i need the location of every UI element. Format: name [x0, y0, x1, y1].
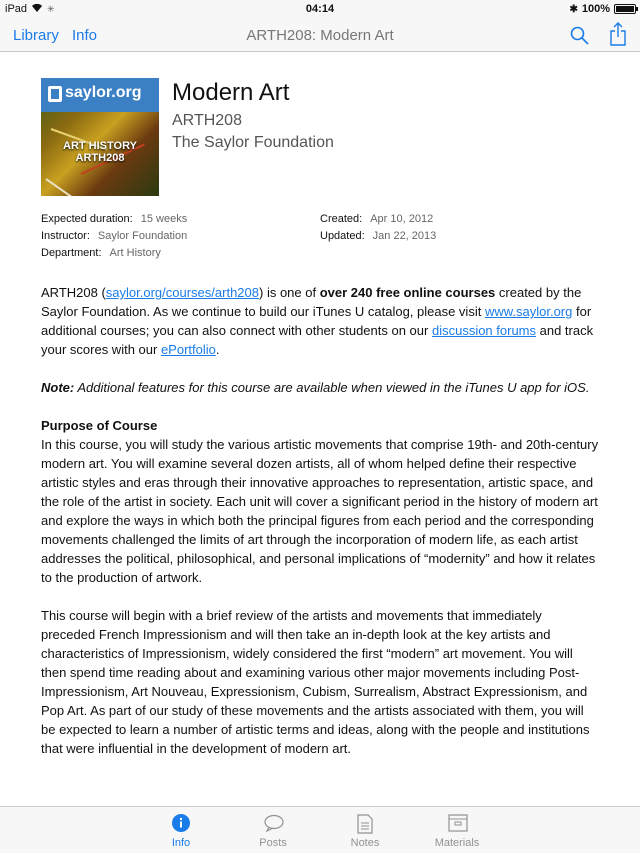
- course-header: [41, 52, 599, 197]
- tab-notes-label: Notes: [350, 837, 380, 849]
- artwork-logo-text: saylor.org: [65, 84, 142, 101]
- artwork-title: [41, 140, 159, 164]
- tab-info[interactable]: [146, 807, 216, 853]
- eportfolio-link[interactable]: ePortfolio: [160, 342, 216, 357]
- meta-updated-value: Jan 22, 2013: [372, 230, 437, 242]
- status-bar: [0, 0, 640, 18]
- course-title: Modern Art: [172, 79, 290, 106]
- paint-streak: [45, 178, 87, 196]
- note-label: Note:: [41, 380, 75, 395]
- saylor-logo-icon: [48, 86, 62, 102]
- tab-materials[interactable]: [422, 807, 492, 853]
- meta-updated-label: Updated:: [320, 230, 365, 242]
- artwork-title-line1: ART HISTORY: [63, 140, 137, 152]
- share-icon[interactable]: [609, 22, 627, 51]
- tab-notes[interactable]: [330, 807, 400, 853]
- meta-department: [41, 247, 161, 259]
- saylor-website-link[interactable]: www.saylor.org: [484, 304, 573, 319]
- meta-department-label: Department:: [41, 247, 102, 259]
- course-metadata: [41, 213, 599, 283]
- bluetooth-icon: ✱: [569, 3, 578, 15]
- document-icon: [356, 814, 374, 832]
- intro-text: .: [215, 342, 220, 357]
- box-icon: [448, 814, 466, 832]
- nav-bar: [0, 18, 640, 52]
- intro-text: ARTH208 (: [41, 285, 106, 300]
- course-artwork: [41, 78, 159, 196]
- course-info-content[interactable]: [0, 52, 640, 806]
- tab-bar: [0, 806, 640, 853]
- purpose-paragraph-2: This course will begin with a brief review of the artists and movements that immediately preceded French Impressionism and will then take an in-depth look at the key artists and characteristics of Impressionism, widely considered the first “modern” art movement. You will then spend time reading about and examining various other major movements including Post-Impressionism, Art Nouveau, Expressionism, Cubism, Surrealism, Abstract Expressionism, and Pop Art. As part of our study of these movements and the artists associated with them, you will be expected to learn a number of artistic terms and ideas, along with the people and institutions that were influential in the development of modern art.: [41, 608, 590, 756]
- note-text: Additional features for this course are available when viewed in the iTunes U app for iOS.: [74, 380, 590, 395]
- meta-department-value: Art History: [109, 247, 161, 259]
- meta-instructor-label: Instructor:: [41, 230, 90, 242]
- page-title: ARTH208: Modern Art: [246, 27, 394, 44]
- intro-text: ) is one of: [259, 285, 320, 300]
- battery-percent: 100%: [581, 3, 610, 15]
- purpose-heading: Purpose of Course: [41, 418, 158, 433]
- activity-icon: ✳: [47, 3, 55, 14]
- meta-duration: [41, 213, 187, 225]
- meta-duration-value: 15 weeks: [140, 213, 188, 225]
- meta-updated: [320, 230, 436, 242]
- search-icon[interactable]: [570, 26, 589, 50]
- tab-posts[interactable]: [238, 807, 308, 853]
- discussion-forums-link[interactable]: discussion forums: [431, 323, 537, 338]
- meta-instructor: [41, 230, 187, 242]
- library-button[interactable]: Library: [13, 27, 59, 44]
- tab-materials-label: Materials: [434, 837, 480, 849]
- intro-text: for additional courses; you can also connect with other students on our: [41, 304, 592, 338]
- meta-instructor-value: Saylor Foundation: [97, 230, 188, 242]
- status-right: [569, 3, 636, 15]
- meta-created: [320, 213, 433, 225]
- purpose-paragraph-1: In this course, you will study the various artistic movements that comprise 19th- and 20th-century modern art. You will examine several dozen artists, all of whom helped define their respective artistic styles and eras through their innovative approaches to representation, artistic space, and the role of the artist in society. Each unit will cover a significant period in the history of modern art and explore the ways in which both the principal figures from each period and the corresponding movements challenged the limits of art through the incorporation of modern life, as each artist addresses the political, philosophical, and personal implications of “modernity” and how it relates to the production of artwork.: [41, 437, 599, 585]
- meta-created-label: Created:: [320, 213, 363, 225]
- intro-paragraph: [41, 283, 599, 359]
- status-time: 04:14: [305, 3, 335, 15]
- battery-icon: [614, 4, 636, 14]
- tab-info-label: Info: [171, 837, 191, 849]
- course-url-link[interactable]: saylor.org/courses/arth208: [105, 285, 259, 300]
- info-button[interactable]: Info: [72, 27, 98, 44]
- info-icon: [172, 814, 190, 832]
- artwork-title-line2: ARTH208: [75, 152, 125, 164]
- intro-bold-text: over 240 free online courses: [319, 285, 496, 300]
- intro-text: created by the Saylor Foundation. As we continue to build our iTunes U catalog, please visit: [41, 285, 582, 319]
- device-name: iPad: [5, 3, 28, 15]
- course-code: ARTH208: [172, 112, 242, 129]
- course-provider[interactable]: The Saylor Foundation: [172, 134, 334, 151]
- meta-created-value: Apr 10, 2012: [370, 213, 434, 225]
- intro-text: and track your scores with our: [41, 323, 594, 357]
- speech-bubble-icon: [264, 814, 282, 832]
- note-paragraph: [41, 378, 599, 397]
- meta-duration-label: Expected duration:: [41, 213, 133, 225]
- tab-posts-label: Posts: [259, 837, 287, 849]
